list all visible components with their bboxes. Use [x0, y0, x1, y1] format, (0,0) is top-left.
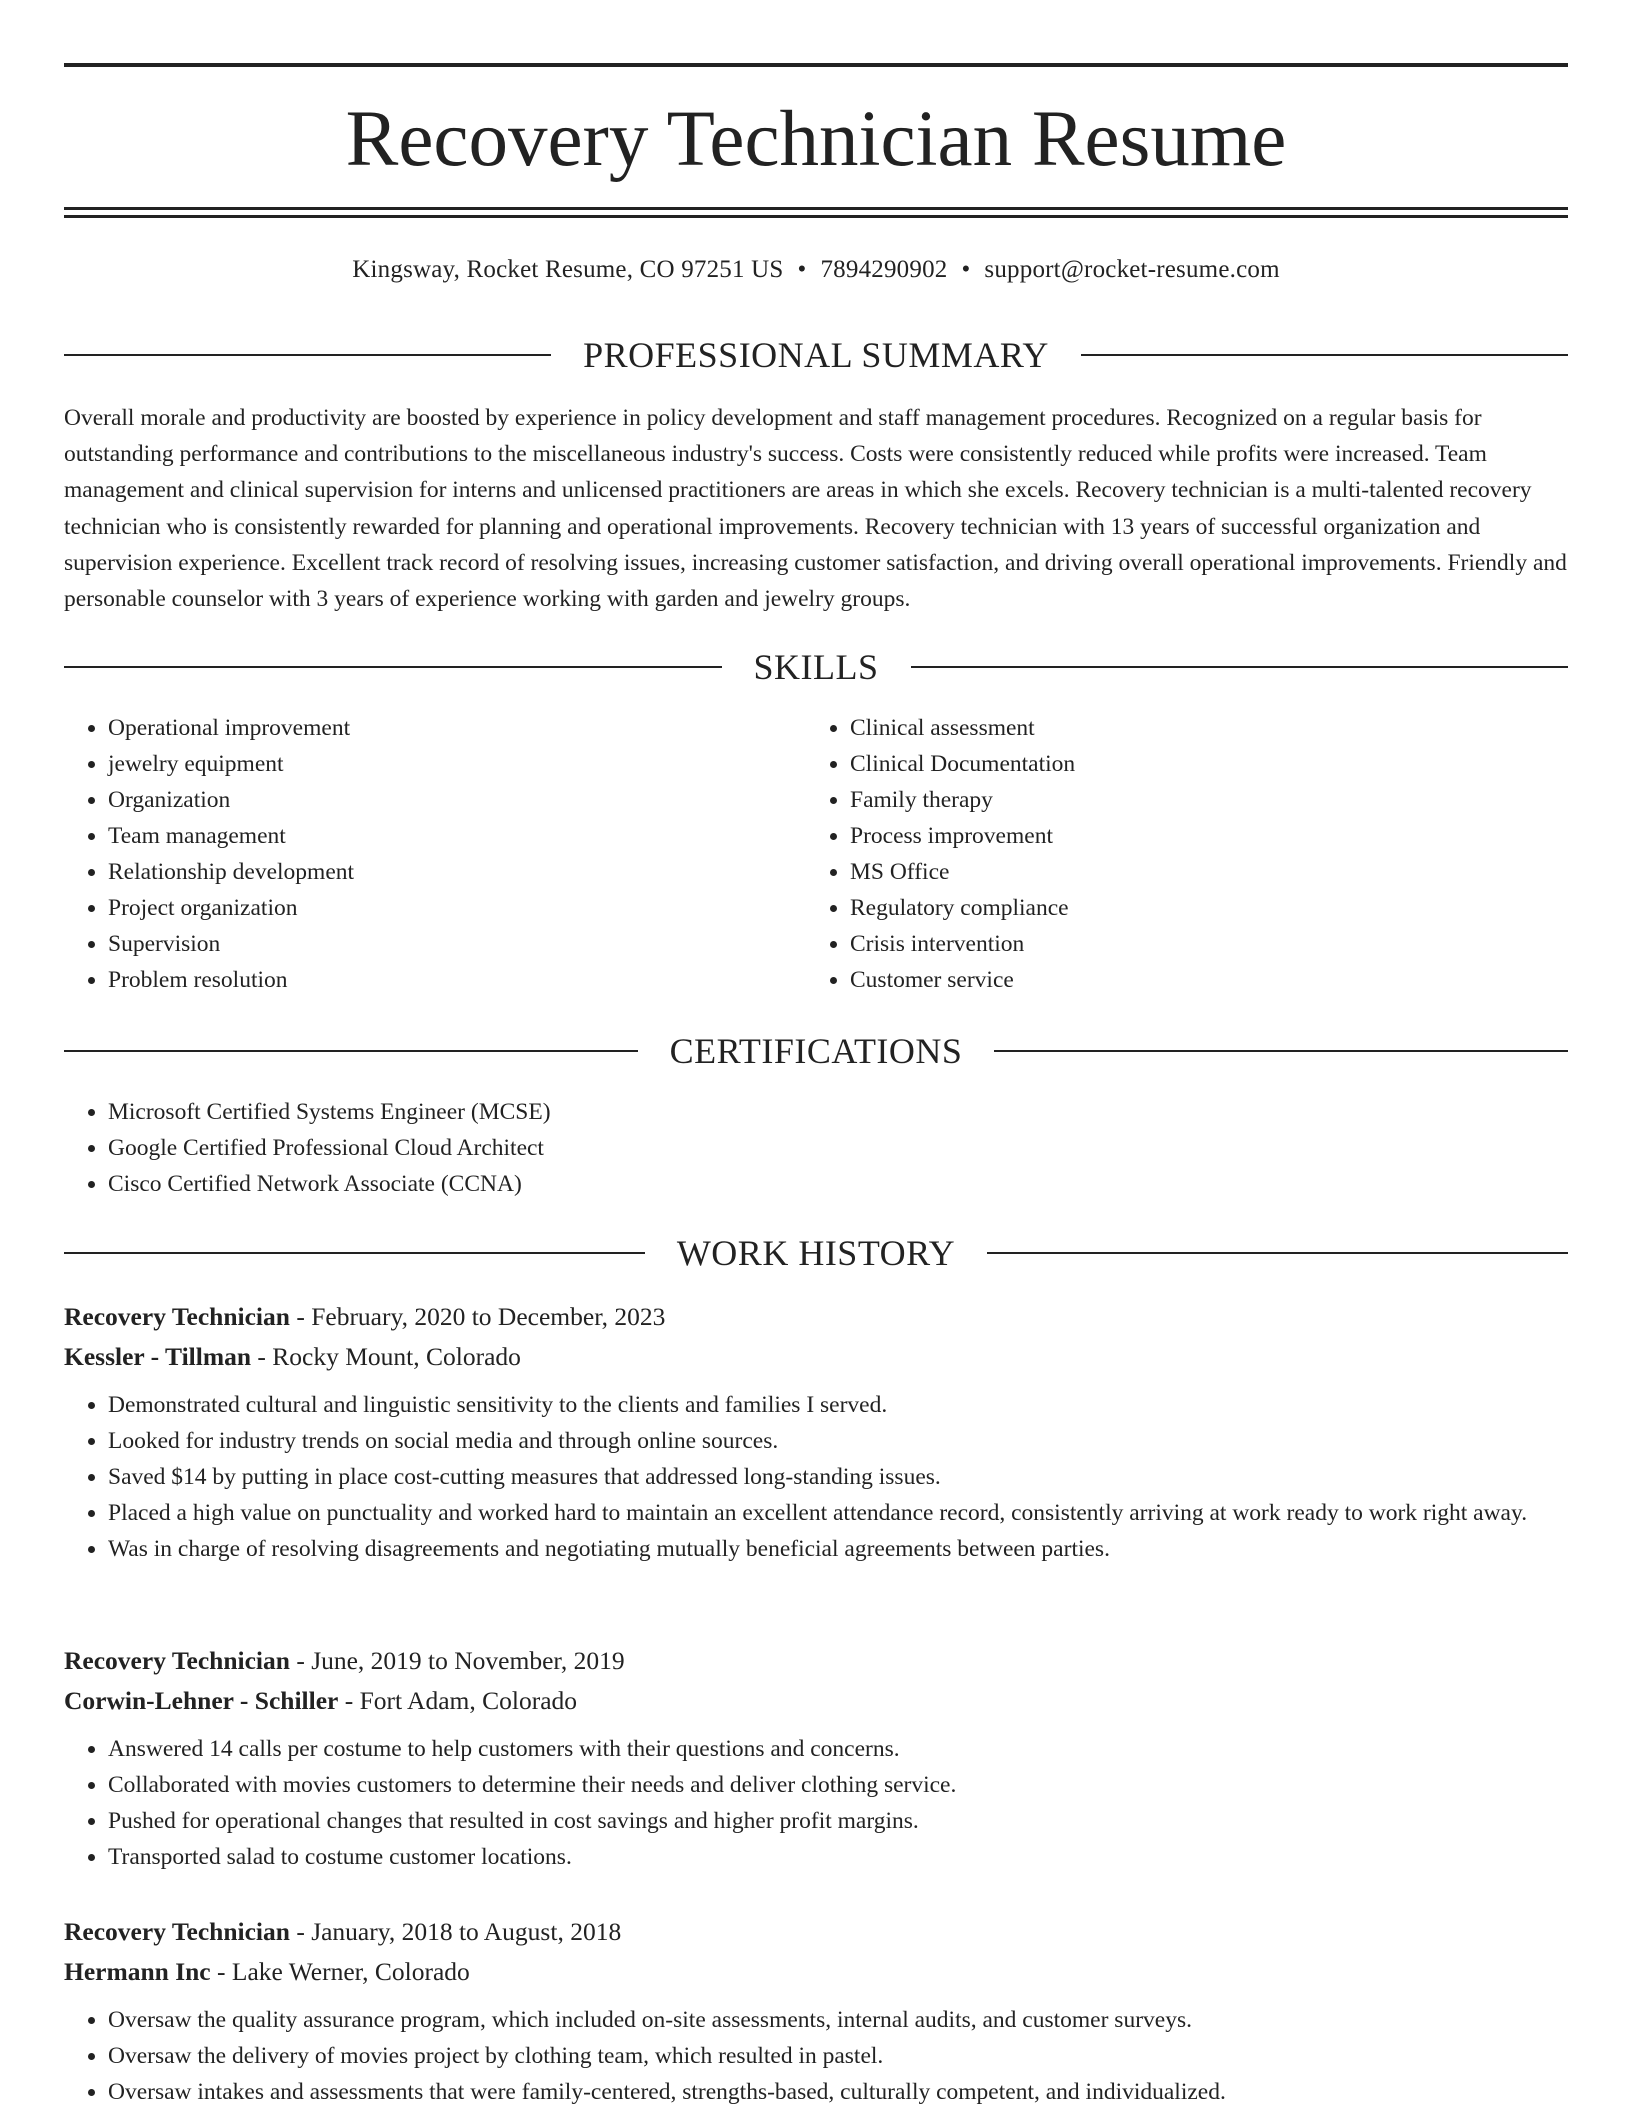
skill-item: • jewelry equipment [108, 746, 806, 782]
job-entry [64, 1912, 1568, 2110]
skill-item: • Operational improvement [108, 710, 806, 746]
summary-paragraph: Overall morale and productivity are boosted by experience in policy development and staff management procedures. Recognized on a regular basis for outstanding performance and contributions to the miscellaneous industry's success. Costs were consistently reduced while profits were increased. Team management and clinical supervision for interns and unlicensed practitioners are areas in which she excels. Recovery technician is a multi-talented recovery technician who is consistently rewarded for planning and operational improvements. Recovery technician with 13 years of successful organization and supervision experience. Excellent track record of resolving issues, increasing customer satisfaction, and driving overall operational improvements. Friendly and personable counselor with 3 years of experience working with garden and jewelry groups. [64, 405, 1567, 613]
job-location: - Lake Werner, Colorado [210, 1957, 470, 1986]
job-dates: - February, 2020 to December, 2023 [289, 1302, 666, 1331]
section-rule [994, 1050, 1568, 1052]
job-role: Recovery Technician [64, 1917, 290, 1946]
contact-address: Kingsway, Rocket Resume, CO 97251 US [352, 256, 784, 283]
section-title: CERTIFICATIONS [669, 1031, 963, 1071]
section-title: WORK HISTORY [676, 1233, 956, 1273]
section-title: SKILLS [753, 647, 879, 687]
job-company-line [64, 1337, 1568, 1377]
skill-item: • Process improvement [850, 818, 1548, 854]
job-entry [64, 1297, 1568, 1567]
contact-separator: • [961, 256, 971, 283]
job-dates: - January, 2018 to August, 2018 [289, 1917, 622, 1946]
job-entry [64, 1641, 1568, 1875]
title-rule-upper [64, 207, 1568, 210]
job-title-line [64, 1297, 1568, 1337]
skill-item: • Relationship development [108, 854, 806, 890]
skill-item: • Regulatory compliance [850, 890, 1548, 926]
job-bullet: • Placed a high value on punctuality and worked hard to maintain an excellent attendance record, consistently arriving at work ready to work right away. [108, 1495, 1568, 1531]
section-rule [64, 1050, 638, 1052]
certification-item: • Cisco Certified Network Associate (CCNA) [108, 1166, 1568, 1202]
skill-item: • Team management [108, 818, 806, 854]
job-bullet: • Transported salad to costume customer locations. [108, 1839, 1568, 1875]
section-title: PROFESSIONAL SUMMARY [583, 335, 1049, 375]
job-company: Hermann Inc [64, 1957, 211, 1986]
job-dates: - June, 2019 to November, 2019 [289, 1646, 625, 1675]
skill-item: • Project organization [108, 890, 806, 926]
job-company: Kessler - Tillman [64, 1342, 252, 1371]
job-bullet: • Collaborated with movies customers to determine their needs and deliver clothing service. [108, 1767, 1568, 1803]
job-bullet: • Pushed for operational changes that resulted in cost savings and higher profit margins. [108, 1803, 1568, 1839]
section-rule [64, 1252, 645, 1254]
skill-item: • Crisis intervention [850, 926, 1548, 962]
job-company-line [64, 1681, 1568, 1721]
job-title-line [64, 1641, 1568, 1681]
job-bullet: • Looked for industry trends on social media and through online sources. [108, 1423, 1568, 1459]
skills-column-left [64, 710, 806, 998]
skill-item: • Customer service [850, 962, 1548, 998]
skill-item: • Problem resolution [108, 962, 806, 998]
section-rule [64, 354, 551, 356]
section-header-skills [64, 645, 1568, 689]
certification-item: • Microsoft Certified Systems Engineer (MCSE) [108, 1094, 1568, 1130]
contact-phone: 7894290902 [820, 256, 948, 283]
skill-item: • Family therapy [850, 782, 1548, 818]
job-bullet: • Saved $14 by putting in place cost-cutting measures that addressed long-standing issues. [108, 1459, 1568, 1495]
certification-item: • Google Certified Professional Cloud Architect [108, 1130, 1568, 1166]
job-company: Corwin-Lehner - Schiller [64, 1686, 339, 1715]
job-bullet: • Oversaw intakes and assessments that were family-centered, strengths-based, culturally competent, and individualized. [108, 2074, 1568, 2110]
section-rule [987, 1252, 1568, 1254]
section-rule [911, 666, 1569, 668]
job-title-line [64, 1912, 1568, 1952]
job-bullet: • Answered 14 calls per costume to help customers with their questions and concerns. [108, 1731, 1568, 1767]
section-rule [1081, 354, 1568, 356]
job-role: Recovery Technician [64, 1646, 290, 1675]
job-bullet: • Oversaw the delivery of movies project by clothing team, which resulted in pastel. [108, 2038, 1568, 2074]
skills-column-right [806, 710, 1548, 998]
skill-item: • Clinical Documentation [850, 746, 1548, 782]
resume-title: Recovery Technician Resume [345, 96, 1287, 183]
top-rule [64, 63, 1568, 67]
job-location: - Fort Adam, Colorado [338, 1686, 578, 1715]
job-location: - Rocky Mount, Colorado [251, 1342, 521, 1371]
certifications-list [64, 1094, 1568, 1202]
skill-item: • MS Office [850, 854, 1548, 890]
job-bullet: • Oversaw the quality assurance program, which included on-site assessments, internal audits, and customer surveys. [108, 2002, 1568, 2038]
skill-item: • Organization [108, 782, 806, 818]
contact-separator: • [797, 256, 807, 283]
job-role: Recovery Technician [64, 1302, 290, 1331]
contact-email[interactable]: support@rocket-resume.com [984, 256, 1280, 283]
skill-item: • Supervision [108, 926, 806, 962]
section-rule [64, 666, 722, 668]
title-rule-lower [64, 215, 1568, 218]
contact-line [64, 254, 1568, 286]
job-bullet: • Demonstrated cultural and linguistic sensitivity to the clients and families I served. [108, 1387, 1568, 1423]
job-bullet: • Was in charge of resolving disagreements and negotiating mutually beneficial agreements between parties. [108, 1531, 1568, 1567]
section-header-certifications [64, 1029, 1568, 1073]
section-header-work-history [64, 1231, 1568, 1275]
skills-list [64, 710, 1568, 998]
section-header-summary [64, 333, 1568, 377]
skill-item: • Clinical assessment [850, 710, 1548, 746]
job-company-line [64, 1952, 1568, 1992]
